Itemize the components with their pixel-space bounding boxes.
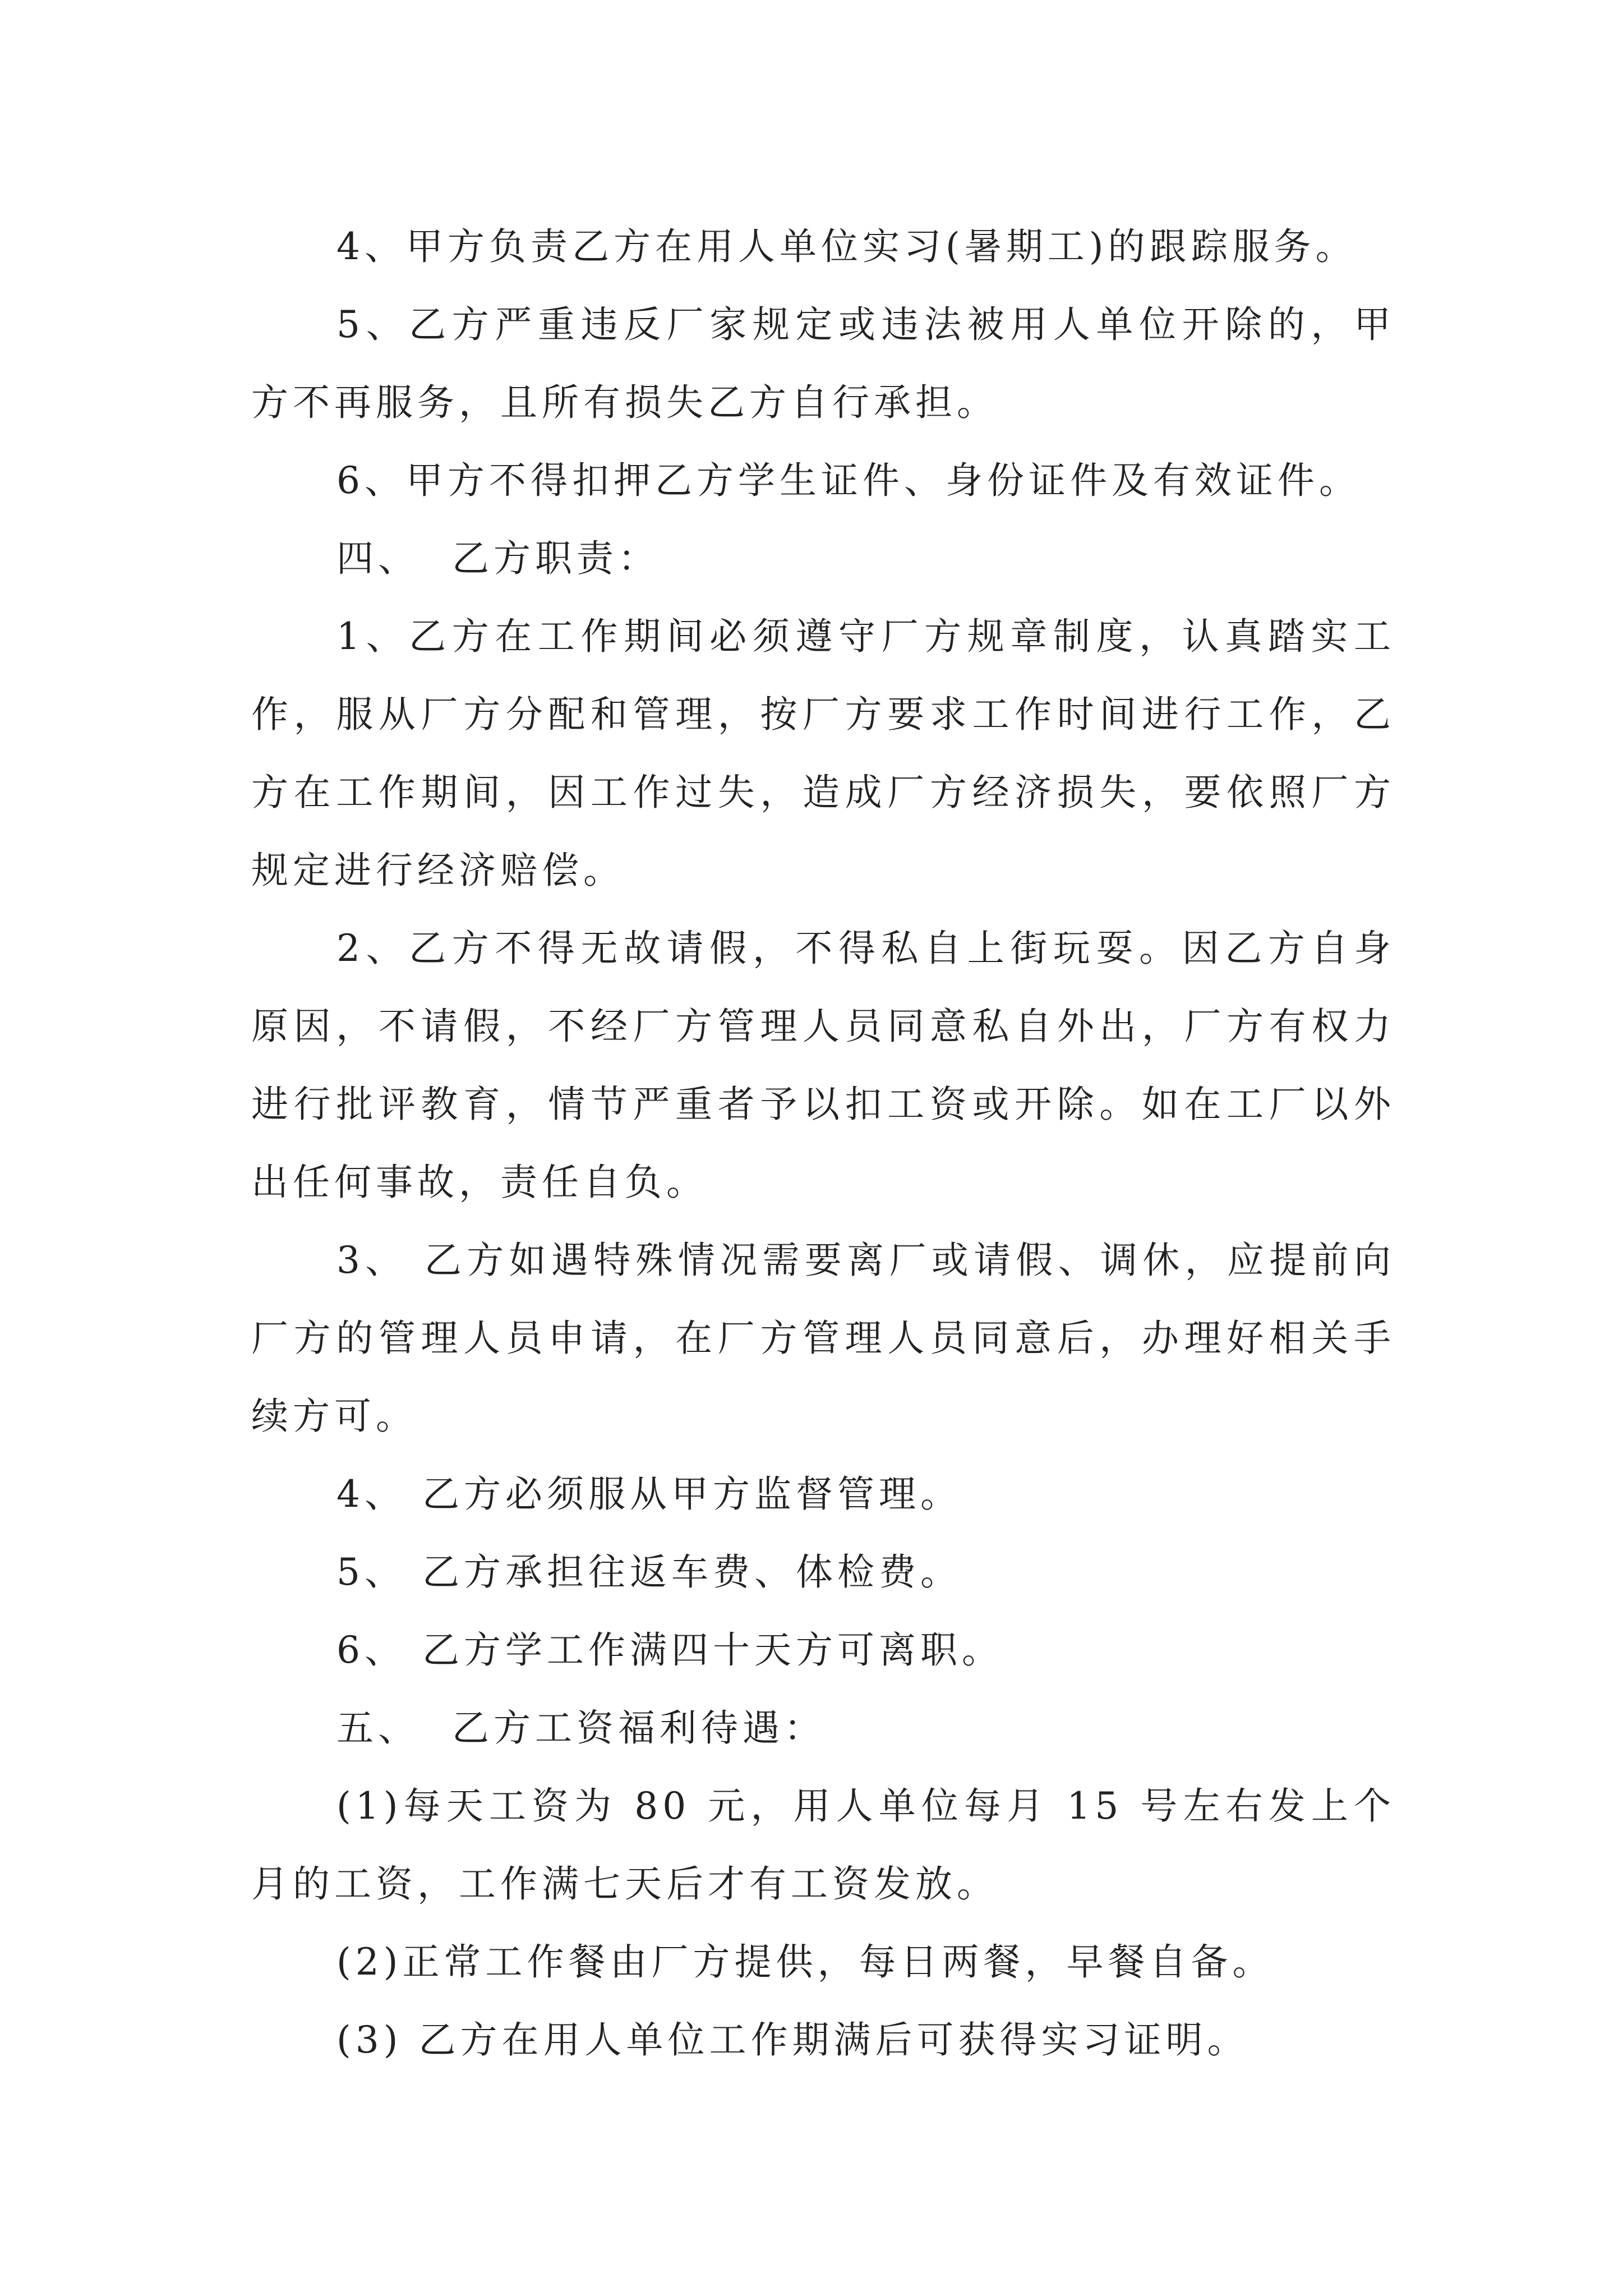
clause-3-4: 4、甲方负责乙方在用人单位实习(暑期工)的跟踪服务。 bbox=[336, 225, 1357, 268]
clause-4-4: 4、 乙方必须服从甲方监督管理。 bbox=[336, 1473, 962, 1516]
clause-5-1: (1)每天工资为 80 元，用人单位每月 15 号左右发上个月的工资，工作满七天后才有工资发放。 bbox=[251, 1784, 1395, 1906]
clause-3-6: 6、甲方不得扣押乙方学生证件、身份证件及有效证件。 bbox=[336, 459, 1361, 502]
document-body bbox=[251, 208, 1395, 2079]
clause-5-2: (2)正常工作餐由厂方提供，每日两餐，早餐自备。 bbox=[336, 1940, 1274, 1984]
clause-4-5: 5、 乙方承担往返车费、体检费。 bbox=[336, 1550, 962, 1594]
clause-4-2: 2、乙方不得无故请假，不得私自上街玩耍。因乙方自身原因，不请假，不经厂方管理人员同意私自外出，厂方有权力进行批评教育，情节严重者予以扣工资或开除。如在工厂以外出任何事故，责任自负。 bbox=[251, 927, 1395, 1204]
clause-4-1: 1、乙方在工作期间必须遵守厂方规章制度，认真踏实工作，服从厂方分配和管理，按厂方要求工作时间进行工作，乙方在工作期间，因工作过失，造成厂方经济损失，要依照厂方规定进行经济赔偿。 bbox=[251, 615, 1395, 892]
clause-5-3: (3) 乙方在用人单位工作期满后可获得实习证明。 bbox=[336, 2018, 1249, 2062]
clause-4-6: 6、 乙方学工作满四十天方可离职。 bbox=[336, 1628, 1003, 1672]
section-5-heading: 五、 乙方工资福利待遇： bbox=[336, 1706, 826, 1750]
section-4-heading: 四、 乙方职责： bbox=[336, 537, 660, 580]
clause-4-3: 3、 乙方如遇特殊情况需要离厂或请假、调休，应提前向厂方的管理人员申请，在厂方管理人员同意后，办理好相关手续方可。 bbox=[251, 1239, 1395, 1438]
clause-3-5: 5、乙方严重违反厂家规定或违法被用人单位开除的，甲方不再服务，且所有损失乙方自行承担。 bbox=[251, 303, 1395, 424]
